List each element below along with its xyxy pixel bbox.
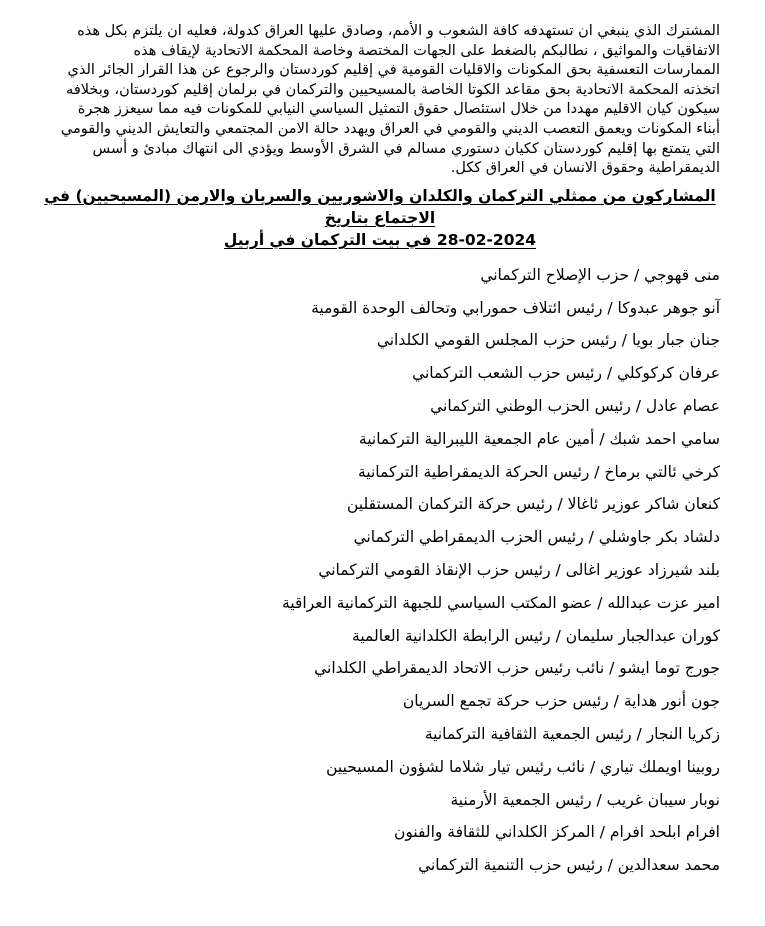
intro-line: سيكون كيان الاقليم مهددا من خلال استئصال حقوق التمثيل السياسي النيابي للمكونات فيه مما سيعزز هجرة xyxy=(77,101,720,118)
participant-item: كنعان شاكر عوزير ئاغالا / رئيس حركة التركمان المستقلين xyxy=(347,495,720,514)
participant-item: جنان جبار بويا / رئيس حزب المجلس القومي الكلداني xyxy=(376,331,720,350)
participant-item: نوبار سيبان غريب / رئيس الجمعية الأرمنية xyxy=(450,790,720,809)
intro-line: الديمقراطية وحقوق الانسان في العراق ككل. xyxy=(450,160,720,177)
participant-item: جورج توما ايشو / نائب رئيس حزب الاتحاد الديمقراطي الكلداني xyxy=(314,659,720,678)
participant-item: عصام عادل / رئيس الحزب الوطني التركماني xyxy=(430,396,720,415)
participants-list xyxy=(40,259,720,882)
participant-item: بلند شيرزاد عوزير اغالى / رئيس حزب الإنقاذ القومي التركماني xyxy=(318,560,720,579)
intro-line: التي يتمتع بها إقليم كوردستان ككيان دستوري مسالم في الشرق الأوسط ويؤدي الى انتهاك مبادئ و أسس xyxy=(92,140,720,157)
intro-line: اتخذته المحكمة الاتحادية بحق مقاعد الكوتا الخاصة بالمسيحيين والتركمان في برلمان إقليم كوردستان، وبخلافه xyxy=(66,81,720,98)
intro-line: المشترك الذي ينبغي ان تستهدفه كافة الشعوب و الأمم، وصادق عليها العراق كدولة، فعليه ان يلتزم بكل هذه xyxy=(77,23,720,39)
intro-line: الممارسات التعسفية بحق المكونات والاقليات القومية في إقليم كوردستان والرجوع عن هذا القرار الجائر الذي xyxy=(67,62,720,79)
intro-line: أبناء المكونات ويعمق التعصب الديني والقومي في العراق ويهدد حالة الامن المجتمعي والتعايش الديني والقومي xyxy=(60,120,720,137)
participant-item: روبينا اويملك تياري / نائب رئيس تيار شلاما لشؤون المسيحيين xyxy=(326,757,720,776)
participant-item: دلشاد بكر جاوشلي / رئيس الحزب الديمقراطي التركماني xyxy=(353,528,720,547)
participant-item: كوران عبدالجبار سليمان / رئيس الرابطة الكلدانية العالمية xyxy=(352,626,720,645)
participant-item: جون أنور هداية / رئيس حزب حركة تجمع السريان xyxy=(402,692,720,711)
participant-item: زكريا النجار / رئيس الجمعية الثقافية التركمانية xyxy=(424,724,720,743)
participant-item: افرام ابلحد افرام / المركز الكلداني للثقافة والفنون xyxy=(393,823,720,842)
heading-line-1: المشاركون من ممثلي التركمان والكلدان والاشوريين والسريان والارمن (المسيحيين) في الاجتماع بتاريخ xyxy=(44,186,716,227)
participant-item: كرخي ئالتي برماخ / رئيس الحركة الديمقراطية التركمانية xyxy=(358,462,720,481)
document-content xyxy=(40,22,720,882)
participant-item: امير عزت عبدالله / عضو المكتب السياسي للجبهة التركمانية العراقية xyxy=(281,593,720,612)
participant-item: عرفان كركوكلي / رئيس حزب الشعب التركماني xyxy=(412,364,720,383)
participant-item: آنو جوهر عبدوكا / رئيس ائتلاف حمورابي وتحالف الوحدة القومية xyxy=(311,298,720,317)
heading-line-2: 28-02-2024 في بيت التركمان في أربيل xyxy=(223,230,537,249)
participant-item: سامي احمد شبك / أمين عام الجمعية الليبرالية التركمانية xyxy=(358,429,720,448)
intro-paragraph xyxy=(40,22,720,179)
participant-item: محمد سعدالدين / رئيس حزب التنمية التركماني xyxy=(418,856,720,875)
participants-heading xyxy=(40,185,720,251)
participant-item: منى قهوجي / حزب الإصلاح التركماني xyxy=(480,265,720,284)
intro-line: الاتفاقيات والمواثيق ، نطالبكم بالضغط على الجهات المختصة وخاصة المحكمة الاتحادية لإيقاف هذه xyxy=(133,42,720,59)
